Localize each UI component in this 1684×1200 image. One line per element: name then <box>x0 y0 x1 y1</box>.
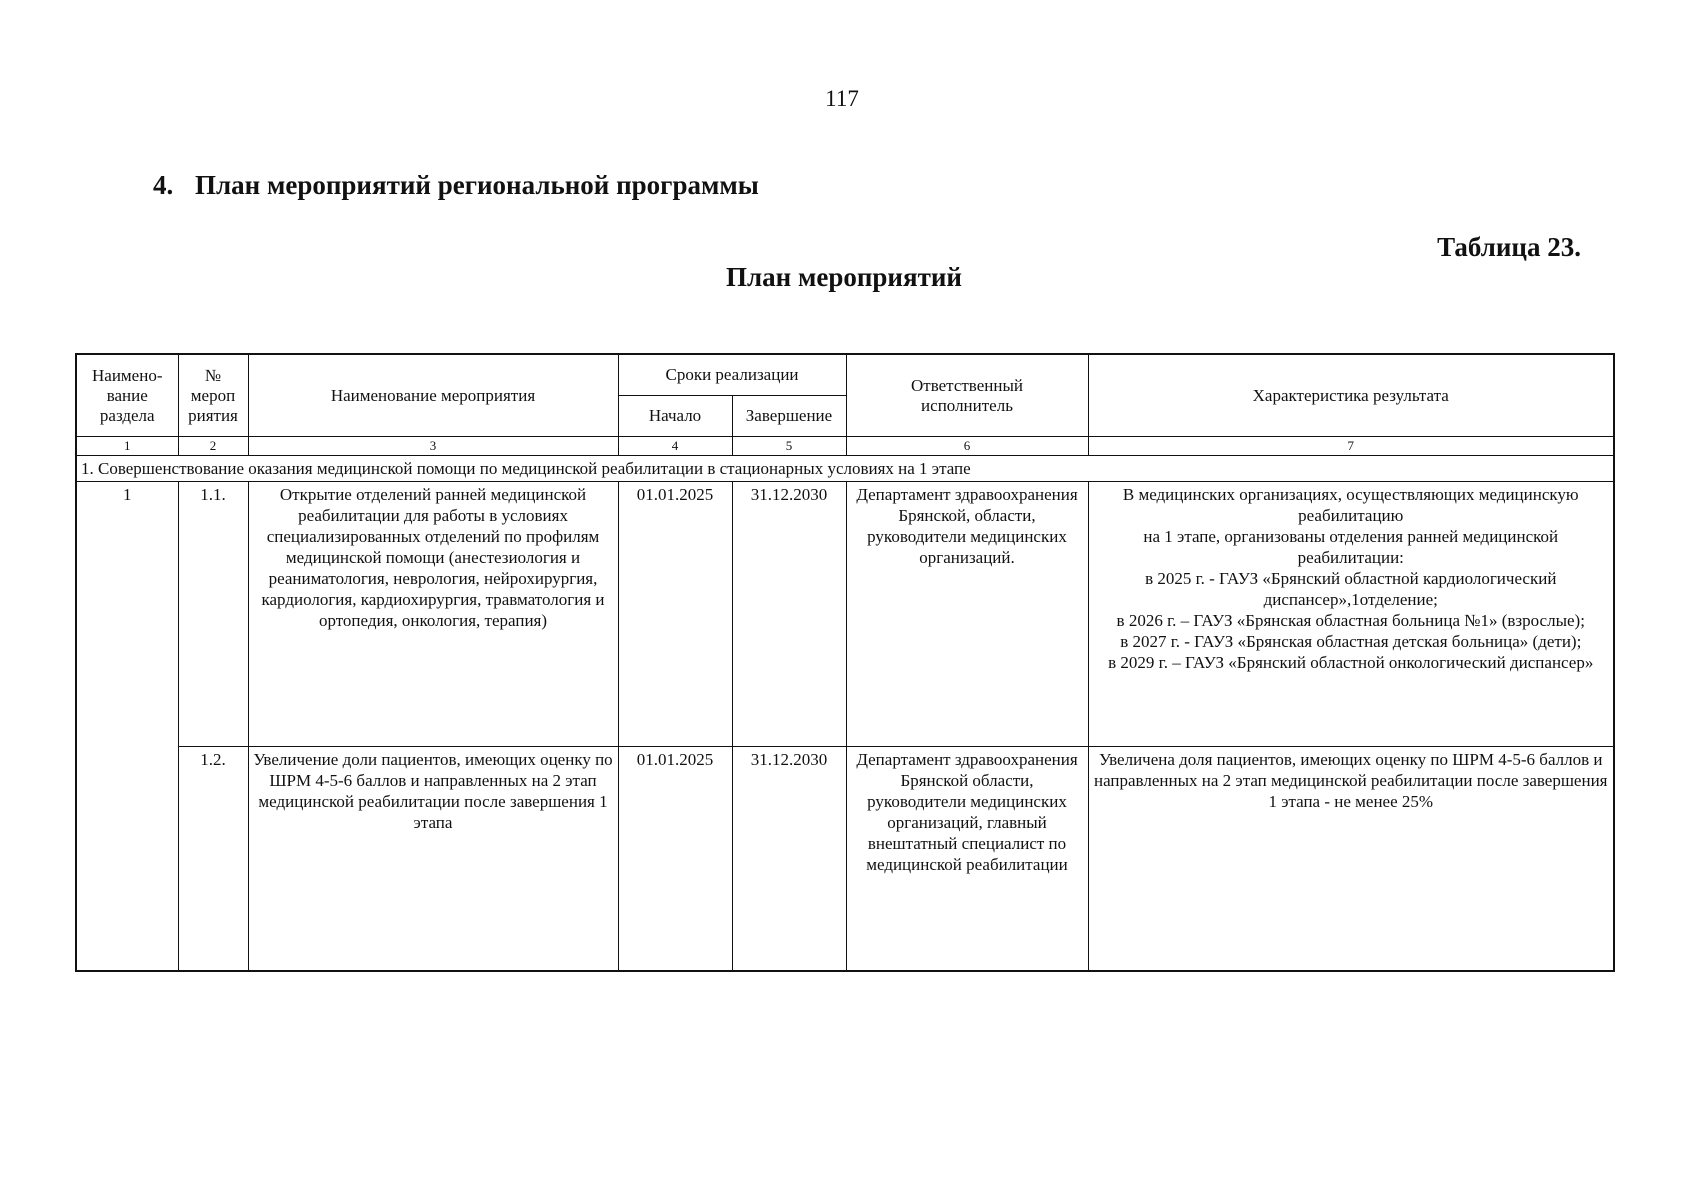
section-heading-number: 4. <box>153 170 174 200</box>
row-end: 31.12.2030 <box>732 482 846 747</box>
header-row-1 <box>76 354 1614 396</box>
header-section-name: Наимено- вание раздела <box>76 354 178 437</box>
column-index: 6 <box>846 437 1088 456</box>
row-start: 01.01.2025 <box>618 747 732 971</box>
plan-table <box>75 353 1615 972</box>
column-index: 5 <box>732 437 846 456</box>
header-end: Завершение <box>732 396 846 437</box>
header-responsible: Ответственный исполнитель <box>846 354 1088 437</box>
row-result: Увеличена доля пациентов, имеющих оценку по ШРМ 4-5-6 баллов и направленных на 2 этап медицинской реабилитации после завершения 1 этапа - не менее 25% <box>1088 747 1614 971</box>
header-timeframe: Сроки реализации <box>618 354 846 396</box>
column-index-row <box>76 437 1614 456</box>
header-result: Характеристика результата <box>1088 354 1614 437</box>
header-start: Начало <box>618 396 732 437</box>
column-index: 3 <box>248 437 618 456</box>
row-number: 1.2. <box>178 747 248 971</box>
section-title-row <box>76 456 1614 482</box>
column-index: 7 <box>1088 437 1614 456</box>
header-event-number: № мероп риятия <box>178 354 248 437</box>
row-number: 1.1. <box>178 482 248 747</box>
page-number: 117 <box>825 86 859 111</box>
row-end: 31.12.2030 <box>732 747 846 971</box>
column-index: 2 <box>178 437 248 456</box>
column-index: 4 <box>618 437 732 456</box>
row-name: Открытие отделений ранней медицинской реабилитации для работы в условиях специализированных отделений по профилям медицинской помощи (анестезиология и реаниматология, неврология, нейрохирургия, кардиология, кардиохирургия, травматология и ортопедия, онкология, терапия) <box>248 482 618 747</box>
row-section: 1 <box>76 482 178 971</box>
row-name: Увеличение доли пациентов, имеющих оценку по ШРМ 4-5-6 баллов и направленных на 2 этап медицинской реабилитации после завершения 1 этапа <box>248 747 618 971</box>
row-responsible: Департамент здравоохранения Брянской области, руководители медицинских организаций, главный внештатный специалист по медицинской реабилитации <box>846 747 1088 971</box>
section-heading-text: План мероприятий региональной программы <box>195 170 759 200</box>
table-row <box>76 747 1614 971</box>
table-row <box>76 482 1614 747</box>
row-start: 01.01.2025 <box>618 482 732 747</box>
row-responsible: Департамент здравоохранения Брянской, области, руководители медицинских организаций. <box>846 482 1088 747</box>
header-event-name: Наименование мероприятия <box>248 354 618 437</box>
section-title: 1. Совершенствование оказания медицинской помощи по медицинской реабилитации в стационарных условиях на 1 этапе <box>76 456 1614 482</box>
row-result: В медицинских организациях, осуществляющих медицинскую реабилитацию на 1 этапе, организованы отделения ранней медицинской реабилитации: в 2025 г. - ГАУЗ «Брянский областной кардиологический диспансер»,1отделение; в 2026 г. – ГАУЗ «Брянская областная больница №1» (взрослые); в 2027 г. - ГАУЗ «Брянская областная детская больница» (дети); в 2029 г. – ГАУЗ «Брянский областной онкологический диспансер» <box>1088 482 1614 747</box>
table-title-text: План мероприятий <box>726 262 962 292</box>
table-label: Таблица 23. <box>1437 232 1581 262</box>
table-title <box>0 262 1684 293</box>
section-heading <box>153 170 759 201</box>
column-index: 1 <box>76 437 178 456</box>
